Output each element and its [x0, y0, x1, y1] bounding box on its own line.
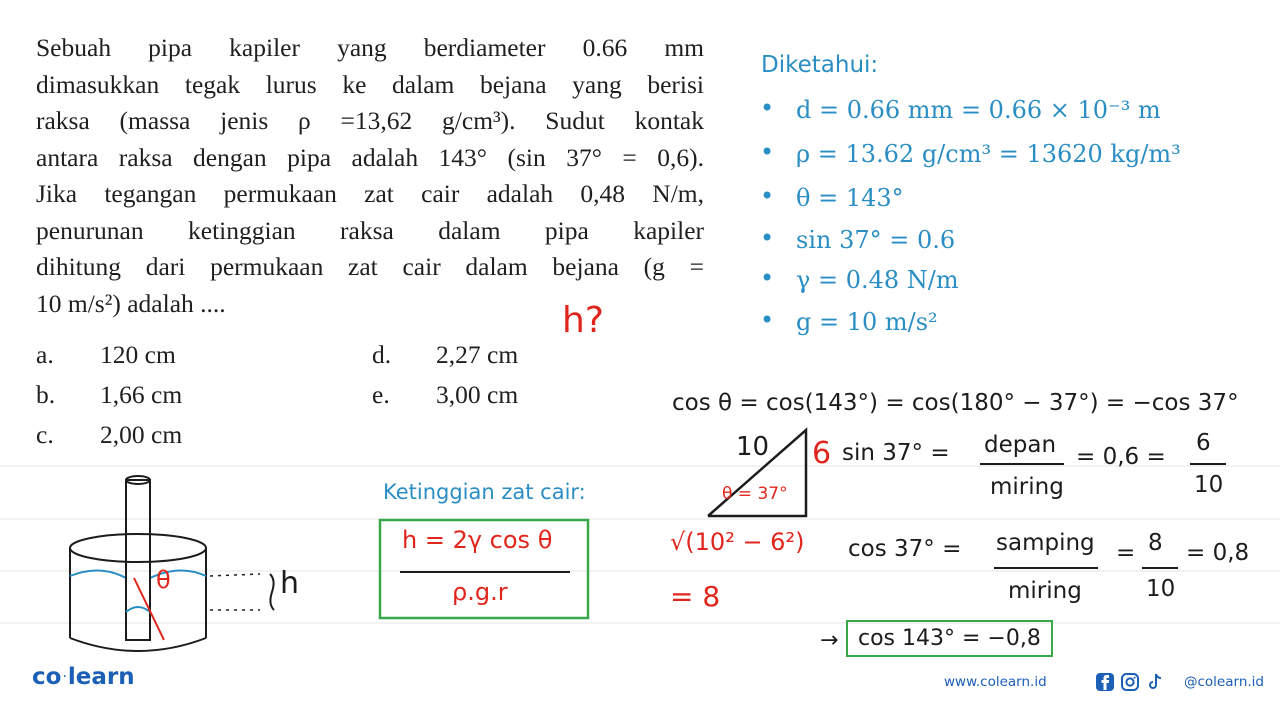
- cos-theta-equation: cos θ = cos(143°) = cos(180° − 37°) = −cos 37°: [672, 390, 1239, 416]
- option-letter: e.: [372, 380, 390, 409]
- known-item-text: θ = 143°: [796, 184, 904, 212]
- tiktok-icon: [1150, 674, 1161, 688]
- problem-text: [36, 30, 704, 322]
- option-a[interactable]: [36, 340, 176, 370]
- option-d[interactable]: [372, 340, 518, 370]
- cos-fraction-bar: [994, 566, 1098, 570]
- triangle-angle: θ = 37°: [722, 484, 788, 504]
- cos-fraction-numerator: 8: [1148, 530, 1163, 556]
- sin-lhs: sin 37° =: [842, 440, 950, 466]
- problem-line: antara raksa dengan pipa adalah 143° (sin 37° = 0,6).: [36, 142, 704, 172]
- problem-line: raksa (massa jenis ρ =13,62 g/cm³). Sudut kontak: [36, 106, 704, 135]
- sin-numerator: depan: [984, 432, 1057, 458]
- sin-denominator: miring: [990, 474, 1064, 500]
- footer-website[interactable]: www.colearn.id: [944, 674, 1047, 690]
- option-value: 2,27 cm: [436, 340, 519, 369]
- known-item-text: d = 0.66 mm = 0.66 × 10⁻³ m: [796, 96, 1161, 124]
- sin-fraction-numerator: 6: [1196, 430, 1211, 456]
- problem-line: penurunan ketinggian raksa dalam pipa kapiler: [36, 215, 704, 245]
- cos-143-result-box: cos 143° = −0,8: [846, 620, 1053, 657]
- sin-fraction-denominator: 10: [1194, 472, 1224, 498]
- sin-fraction-bar: [980, 462, 1064, 466]
- problem-line: Jika tegangan permukaan zat cair adalah 0,48 N/m,: [36, 179, 704, 208]
- option-value: 120 cm: [100, 340, 176, 369]
- logo-right: learn: [67, 664, 135, 690]
- cos-numerator: samping: [996, 530, 1095, 556]
- logo-left: co: [32, 664, 62, 690]
- height-h-label: h: [280, 566, 300, 601]
- known-item-text: g = 10 m/s²: [796, 308, 938, 336]
- option-letter: a.: [36, 340, 54, 369]
- triangle-adjacent-expression: √(10² − 6²): [670, 528, 805, 556]
- option-value: 2,00 cm: [100, 420, 183, 449]
- cos-fraction-denominator: 10: [1146, 576, 1176, 602]
- triangle-opposite: 6: [812, 436, 832, 471]
- option-letter: c.: [36, 420, 54, 449]
- triangle-hypotenuse: 10: [736, 432, 770, 462]
- option-value: 1,66 cm: [100, 380, 183, 409]
- option-b[interactable]: [36, 380, 182, 410]
- cos-lhs: cos 37° =: [848, 536, 962, 562]
- known-title: Diketahui:: [761, 52, 879, 78]
- problem-line: dimasukkan tegak lurus ke dalam bejana yang berisi: [36, 69, 704, 99]
- known-item-text: sin 37° = 0.6: [796, 226, 956, 254]
- footer-social-handle[interactable]: @colearn.id: [1184, 674, 1264, 690]
- known-item-text: γ = 0.48 N/m: [796, 266, 959, 294]
- result-arrow: →: [820, 628, 839, 653]
- problem-line: Sebuah pipa kapiler yang berdiameter 0.66 mm: [36, 33, 704, 62]
- cos-denominator: miring: [1008, 578, 1082, 604]
- instagram-icon: [1122, 674, 1138, 690]
- contact-angle-theta: θ: [156, 566, 171, 594]
- problem-line: dihitung dari permukaan zat cair dalam bejana (g =: [36, 252, 704, 281]
- colearn-logo[interactable]: co·learn: [32, 664, 135, 690]
- capillary-diagram: [60, 468, 300, 668]
- option-e[interactable]: [372, 380, 518, 410]
- triangle-adjacent-result: = 8: [670, 580, 721, 613]
- height-label: Ketinggian zat cair:: [383, 480, 586, 504]
- cos-equals: =: [1116, 540, 1136, 566]
- option-c[interactable]: [36, 420, 182, 450]
- cos-result: = 0,8: [1186, 540, 1250, 566]
- option-letter: b.: [36, 380, 56, 409]
- option-letter: d.: [372, 340, 392, 369]
- option-value: 3,00 cm: [436, 380, 519, 409]
- sin-value-fraction-bar: [1190, 462, 1226, 466]
- question-mark-annotation: h?: [562, 300, 604, 341]
- formula-denominator: ρ.g.r: [452, 578, 508, 606]
- known-item-text: ρ = 13.62 g/cm³ = 13620 kg/m³: [796, 140, 1181, 168]
- social-icons: [1096, 672, 1176, 692]
- sin-middle: = 0,6 =: [1076, 444, 1166, 470]
- problem-line: 10 m/s²) adalah ....: [36, 288, 226, 318]
- formula-numerator: h = 2γ cos θ: [402, 526, 553, 554]
- cos-value-fraction-bar: [1142, 566, 1178, 570]
- facebook-icon: [1096, 673, 1114, 691]
